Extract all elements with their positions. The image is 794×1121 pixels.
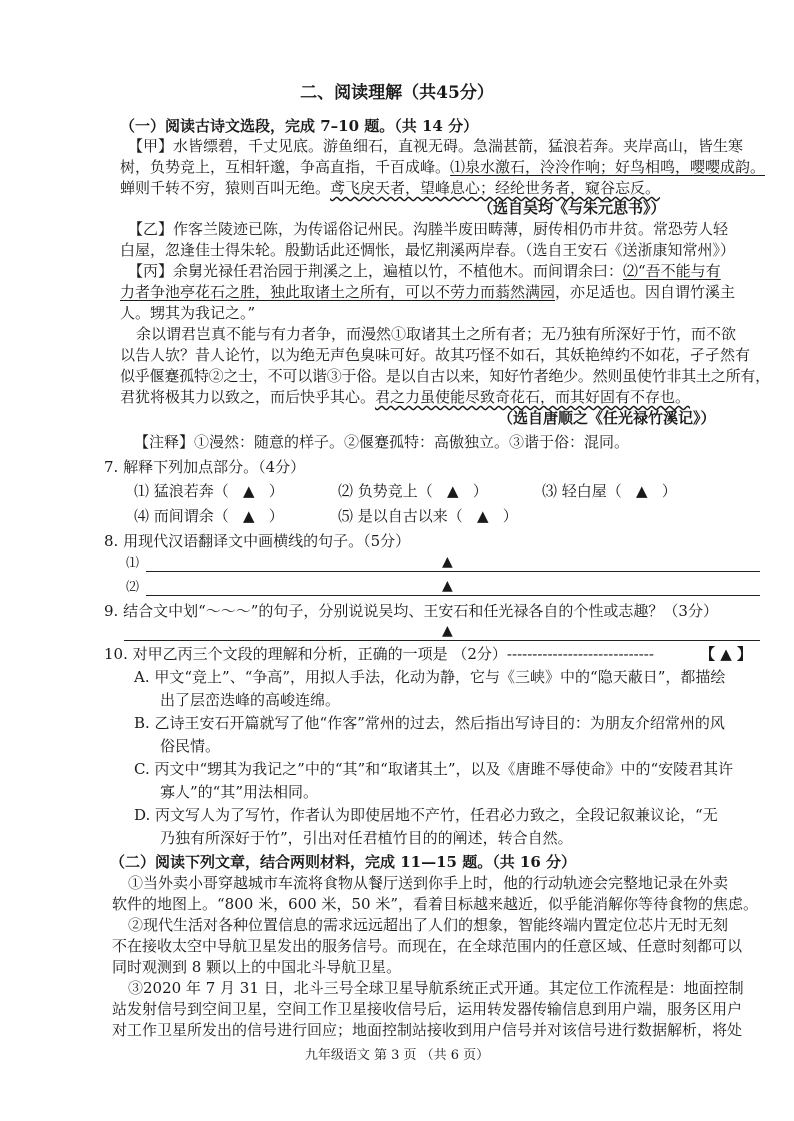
answer-triangle: ▲	[447, 482, 459, 500]
q7-item-3-text: ⑶ 轻白屋（	[542, 482, 622, 500]
jia-line-3-text: 蝉则千转不穷，猿则百叫无绝。	[120, 179, 331, 197]
bing-para2-line-2: 以告人欤？昔人论竹，以为绝无声色臭味可好。故其巧怪不如石，其妖艳绰约不如花，孑孑然有	[120, 346, 751, 364]
answer-line	[124, 640, 760, 641]
q10-option-b-line-2: 俗民情。	[160, 737, 221, 755]
answer-triangle: ▲	[243, 507, 255, 525]
part2-header: （二）阅读下列文章，结合两则材料，完成 11—15 题。（共 16 分）	[110, 853, 577, 871]
q7-item-3-close: ）	[661, 482, 677, 500]
q8-blank-2-label: ⑵	[126, 580, 140, 595]
jia-wavy-sentence: 鸢飞戾天者，望峰息心；经纶世务者，窥谷忘反。	[330, 179, 661, 197]
q8-stem: 8. 用现代汉语翻译文中画横线的句子。（5分）	[104, 532, 411, 550]
part2-para3-line-3: 对工作卫星所发出的信号进行回应；地面控制站接收到用户信号并对该信号进行数据解析，将处	[112, 1021, 743, 1039]
jia-translate-sentence-1: ⑴泉水激石，泠泠作响；好鸟相鸣，嘤嘤成韵。	[450, 158, 766, 176]
bing-translate-sentence-start: ⑵“吾不能与有	[623, 262, 721, 280]
q7-item-5-close: ）	[502, 507, 518, 525]
bing-para2-line-3: 似乎偃蹇孤特②之士，不可以谐③于俗。是以自古以来，知好竹者绝少。然则虽使竹非其土之所有，	[120, 367, 770, 385]
part2-para1-line-1: ①当外卖小哥穿越城市车流将食物从餐厅送到你手上时，他的行动轨迹会完整地记录在外卖	[128, 874, 729, 892]
q7-item-4-close: ）	[268, 507, 284, 525]
q9-stem: 9. 结合文中划“～～～”的句子，分别说说吴均、王安石和任光禄各自的个性或志趣？（3分）	[104, 602, 718, 620]
q7-item-2-close: ）	[472, 482, 488, 500]
q7-item-4-text: ⑷ 而间谓余（	[134, 507, 229, 525]
part2-para2-line-1: ②现代生活对各种位置信息的需求远远超出了人们的想象，智能终端内置定位芯片无时无刻	[128, 916, 729, 934]
q10-option-c-line-1: C. 丙文中“甥其为我记之”中的“其”和“取诸其土”，以及《唐雎不辱使命》中的“安陵君其许	[134, 760, 734, 778]
bing-source: （选自唐顺之《任光禄竹溪记》）	[498, 409, 716, 427]
q10-option-d-line-2: 乃独有所深好于竹”，引出对任君植竹目的的阐述，转合自然。	[160, 829, 573, 847]
bing-para2-line-1: 余以谓君岂真不能与有力者争，而漫然①取诸其土之所有者；无乃独有所深好于竹，而不欲	[136, 325, 737, 343]
q7-item-5	[338, 504, 518, 528]
answer-triangle: ▲	[442, 554, 453, 570]
part2-para1-line-2: 软件的地图上。“800 米，600 米，50 米”，看着目标越来越近，似乎能消解你等待食物的焦虑。	[112, 895, 758, 913]
bing-translate-sentence-2: 力者争池亭花石之胜，独此取诸土之所有，可以不劳力而蓊然满园	[120, 283, 556, 301]
jia-line-1: 【甲】水皆缥碧，千丈见底。游鱼细石，直视无碍。急湍甚箭，猛浪若奔。夹岸高山，皆生寒	[128, 137, 744, 155]
part2-para3-line-1: ③2020 年 7 月 31 日，北斗三号全球卫星导航系统正式开通。其定位工作流程是：地面控制	[128, 979, 744, 997]
q10-option-b-line-1: B. 乙诗王安石开篇就写了他“作客”常州的过去，然后指出写诗目的：为朋友介绍常州的风	[134, 714, 725, 732]
section-title: 二、阅读理解（共45分）	[300, 83, 494, 103]
part2-para2-line-3: 同时观测到 8 颗以上的中国北斗导航卫星。	[112, 958, 402, 976]
q7-item-5-text: ⑸ 是以自古以来（	[338, 507, 463, 525]
answer-triangle: ▲	[442, 578, 453, 594]
answer-triangle: ▲	[442, 623, 453, 639]
part2-para2-line-2: 不在接收太空中导航卫星发出的服务信号。而现在，在全球范围内的任意区域、任意时刻都可以	[112, 937, 743, 955]
answer-triangle: ▲	[636, 482, 648, 500]
q10-option-c-line-2: 寡人”的“其”用法相同。	[160, 783, 319, 801]
q10-option-a-line-2: 出了层峦迭峰的高峻连绵。	[160, 691, 341, 709]
q7-item-1	[134, 479, 284, 503]
q7-item-1-text: ⑴ 猛浪若奔（	[134, 482, 229, 500]
q10-option-a-line-1: A. 甲文“竞上”、“争高”，用拟人手法，化动为静，它与《三峡》中的“隐天蔽日”，都描绘	[134, 668, 726, 686]
part2-para3-line-2: 站发射信号到空间卫星，空间工作卫星接收信号后，运用转发器传输信息到用户端，服务区用户	[112, 1000, 743, 1018]
jia-source: （选自吴均《与朱元思书》）	[478, 199, 666, 217]
q7-item-4	[134, 504, 284, 528]
bing-line-2-rest: ，亦足适也。因自谓竹溪主	[555, 283, 736, 301]
yi-line-1: 【乙】作客兰陵迹已陈，为传谣俗记州民。沟塍半废田畴薄，厨传相仍市井贫。常恐劳人轻	[128, 220, 729, 238]
q10-answer-bracket: 【 ▲ 】	[700, 645, 752, 663]
page-footer: 九年级语文 第 3 页 （共 6 页）	[304, 1048, 490, 1063]
q7-item-1-close: ）	[268, 482, 284, 500]
answer-line	[146, 571, 760, 572]
q7-item-2	[338, 479, 488, 503]
bing-line-3: 人。甥其为我记之。”	[120, 304, 256, 322]
q7-item-3	[542, 479, 677, 503]
q10-option-d-line-1: D. 丙文写人为了写竹，作者认为即使居地不产竹，任君必力致之，全段记叙兼议论，“无	[134, 806, 718, 824]
q7-item-2-text: ⑵ 负势竞上（	[338, 482, 433, 500]
q10-stem: 10. 对甲乙丙三个文段的理解和分析，正确的一项是 （2分）-----------------------------	[104, 645, 654, 663]
jia-line-2-text: 树，负势竞上，互相轩邈，争高直指，千百成峰。	[120, 158, 451, 176]
yi-line-2: 白屋，忽逢佳士得朱轮。殷勤话此还惆怅，最忆荆溪两岸春。（选自王安石《送浙康知常州》）	[120, 241, 736, 259]
annotation-note: 【注释】①漫然：随意的样子。②偃蹇孤特：高傲独立。③谐于俗：混同。	[134, 433, 630, 451]
bing-wavy-sentence: 君之力虽使能尽致奇花石，而其好固有不存也。	[375, 388, 691, 406]
bing-para2-line-4-text: 君犹将极其力以致之，而后快乎其心。	[120, 388, 376, 406]
bing-line-1-text: 【丙】余舅光禄任君治园于荆溪之上，遍植以竹，不植他木。而间谓余曰：	[128, 262, 624, 280]
answer-line	[146, 595, 760, 596]
answer-triangle: ▲	[243, 482, 255, 500]
q7-stem: 7. 解释下列加点部分。（4分）	[104, 458, 306, 476]
q8-blank-1-label: ⑴	[126, 556, 140, 571]
part1-header: （一）阅读古诗文选段，完成 7–10 题。（共 14 分）	[120, 117, 479, 135]
answer-triangle: ▲	[477, 507, 489, 525]
